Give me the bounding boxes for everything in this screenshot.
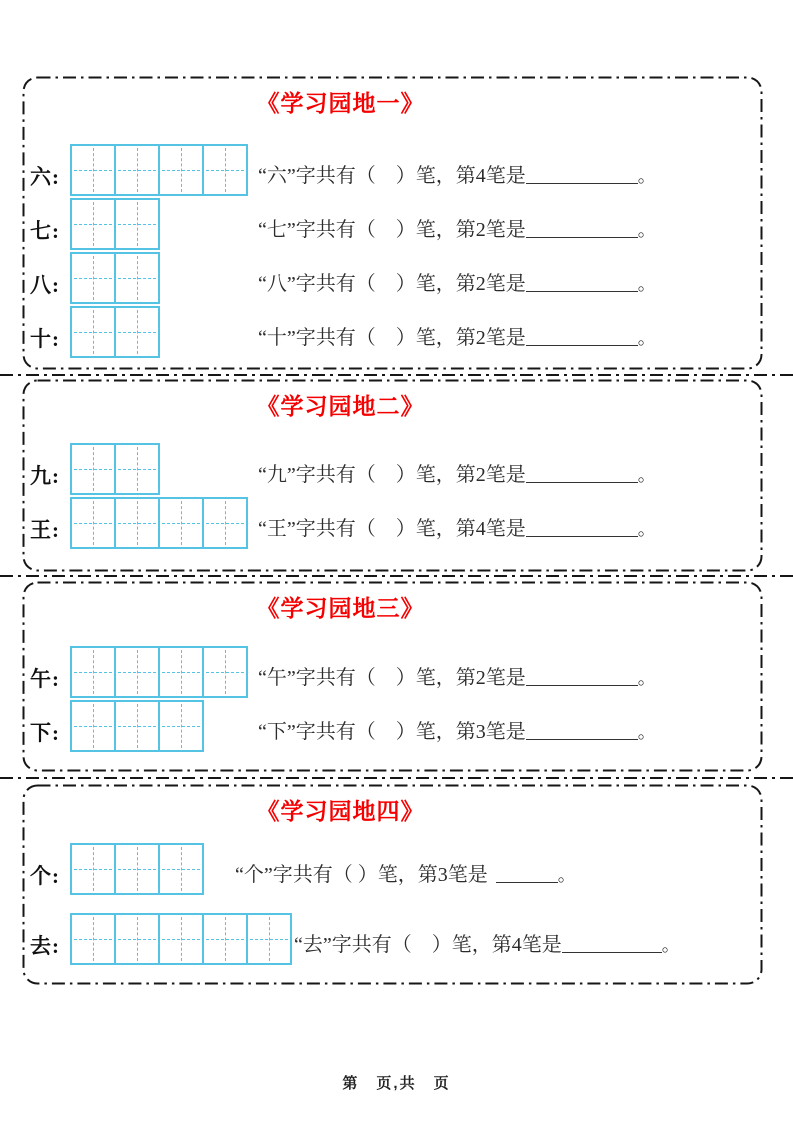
writing-grid xyxy=(70,700,204,752)
question-text xyxy=(258,213,656,242)
answer-blank[interactable] xyxy=(526,669,638,686)
row-character-label: 十: xyxy=(30,327,60,351)
answer-blank[interactable] xyxy=(526,275,638,292)
writing-grid-cell[interactable] xyxy=(114,845,158,893)
practice-row-午 xyxy=(22,646,763,698)
section-divider xyxy=(0,374,793,376)
answer-blank[interactable] xyxy=(526,167,638,184)
writing-grid-cell[interactable] xyxy=(158,648,202,696)
sentence-period: 。 xyxy=(637,166,656,186)
writing-grid-cell[interactable] xyxy=(202,648,246,696)
sentence-period: 。 xyxy=(637,328,656,348)
answer-blank[interactable] xyxy=(526,466,638,483)
question-prompt: “王”字共有（ ）笔，第4笔是 xyxy=(258,518,526,540)
writing-grid-cell[interactable] xyxy=(114,648,158,696)
sentence-period: 。 xyxy=(557,865,576,885)
row-character-label: 个: xyxy=(30,864,60,888)
sentence-period: 。 xyxy=(637,465,656,485)
practice-rows xyxy=(22,843,763,965)
section-divider xyxy=(0,777,793,779)
sentence-period: 。 xyxy=(661,935,680,955)
writing-grid-cell[interactable] xyxy=(202,146,246,194)
section-learning-garden-1 xyxy=(22,76,763,370)
question-text xyxy=(258,159,656,188)
writing-grid-cell[interactable] xyxy=(114,254,158,302)
writing-grid-cell[interactable] xyxy=(114,200,158,248)
practice-rows xyxy=(22,144,763,358)
writing-grid-cell[interactable] xyxy=(72,146,114,194)
page-footer: 第 页,共 页 xyxy=(342,1075,451,1092)
question-prompt: “九”字共有（ ）笔，第2笔是 xyxy=(258,464,526,486)
row-character-label: 去: xyxy=(30,934,60,958)
question-prompt: “个”字共有（ ）笔，第3笔是 xyxy=(235,864,488,886)
question-prompt: “七”字共有（ ）笔，第2笔是 xyxy=(258,219,526,241)
practice-row-十 xyxy=(22,306,763,358)
sentence-period: 。 xyxy=(637,519,656,539)
practice-row-六 xyxy=(22,144,763,196)
writing-grid-cell[interactable] xyxy=(72,445,114,493)
section-learning-garden-2 xyxy=(22,379,763,572)
writing-grid-cell[interactable] xyxy=(158,845,202,893)
writing-grid-cell[interactable] xyxy=(158,915,202,963)
section-learning-garden-3 xyxy=(22,581,763,772)
answer-blank[interactable] xyxy=(526,329,638,346)
writing-grid xyxy=(70,497,248,549)
row-character-label: 七: xyxy=(30,219,60,243)
writing-grid-cell[interactable] xyxy=(72,308,114,356)
writing-grid-cell[interactable] xyxy=(72,915,114,963)
writing-grid xyxy=(70,443,160,495)
row-character-label: 八: xyxy=(30,273,60,297)
question-text xyxy=(258,267,656,296)
question-text xyxy=(235,858,576,887)
answer-blank[interactable] xyxy=(496,866,558,883)
row-character-label: 王: xyxy=(30,518,60,542)
row-character-label: 六: xyxy=(30,165,60,189)
writing-grid xyxy=(70,646,248,698)
section-title: 《学习园地四》 xyxy=(256,799,425,824)
answer-blank[interactable] xyxy=(526,221,638,238)
writing-grid-cell[interactable] xyxy=(72,845,114,893)
section-title: 《学习园地一》 xyxy=(256,91,425,116)
section-divider xyxy=(0,575,793,577)
writing-grid xyxy=(70,913,292,965)
answer-blank[interactable] xyxy=(562,936,662,953)
writing-grid xyxy=(70,252,160,304)
writing-grid-cell[interactable] xyxy=(158,702,202,750)
writing-grid-cell[interactable] xyxy=(72,702,114,750)
practice-row-个 xyxy=(22,843,763,895)
writing-grid-cell[interactable] xyxy=(72,200,114,248)
sentence-period: 。 xyxy=(637,274,656,294)
writing-grid-cell[interactable] xyxy=(114,146,158,194)
writing-grid-cell[interactable] xyxy=(114,308,158,356)
writing-grid-cell[interactable] xyxy=(72,254,114,302)
writing-grid-cell[interactable] xyxy=(72,648,114,696)
question-prompt: “午”字共有（ ）笔，第2笔是 xyxy=(258,667,526,689)
question-prompt: “去”字共有（ ）笔，第4笔是 xyxy=(294,934,562,956)
writing-grid xyxy=(70,198,160,250)
writing-grid xyxy=(70,843,204,895)
writing-grid-cell[interactable] xyxy=(202,499,246,547)
row-character-label: 九: xyxy=(30,464,60,488)
writing-grid-cell[interactable] xyxy=(114,915,158,963)
question-prompt: “八”字共有（ ）笔，第2笔是 xyxy=(258,273,526,295)
question-text xyxy=(258,661,656,690)
practice-row-八 xyxy=(22,252,763,304)
sentence-period: 。 xyxy=(637,220,656,240)
answer-blank[interactable] xyxy=(526,723,638,740)
writing-grid xyxy=(70,306,160,358)
answer-blank[interactable] xyxy=(526,520,638,537)
sentence-period: 。 xyxy=(637,668,656,688)
section-learning-garden-4 xyxy=(22,784,763,985)
sentence-period: 。 xyxy=(637,722,656,742)
question-prompt: “十”字共有（ ）笔，第2笔是 xyxy=(258,327,526,349)
practice-row-七 xyxy=(22,198,763,250)
practice-row-下 xyxy=(22,700,763,752)
practice-row-九 xyxy=(22,443,763,495)
question-prompt: “下”字共有（ ）笔，第3笔是 xyxy=(258,721,526,743)
question-text xyxy=(294,928,680,957)
practice-row-王 xyxy=(22,497,763,549)
question-text xyxy=(258,715,656,744)
practice-rows xyxy=(22,443,763,549)
row-character-label: 午: xyxy=(30,667,60,691)
writing-grid-cell[interactable] xyxy=(158,499,202,547)
question-text xyxy=(258,458,656,487)
question-text xyxy=(258,321,656,350)
section-title: 《学习园地三》 xyxy=(256,596,425,621)
writing-grid xyxy=(70,144,248,196)
writing-grid-cell[interactable] xyxy=(158,146,202,194)
question-prompt: “六”字共有（ ）笔，第4笔是 xyxy=(258,165,526,187)
writing-grid-cell[interactable] xyxy=(114,702,158,750)
writing-grid-cell[interactable] xyxy=(72,499,114,547)
writing-grid-cell[interactable] xyxy=(114,445,158,493)
row-character-label: 下: xyxy=(30,721,60,745)
question-text xyxy=(258,512,656,541)
practice-rows xyxy=(22,646,763,752)
practice-row-去 xyxy=(22,913,763,965)
writing-grid-cell[interactable] xyxy=(114,499,158,547)
writing-grid-cell[interactable] xyxy=(202,915,246,963)
section-title: 《学习园地二》 xyxy=(256,394,425,419)
writing-grid-cell[interactable] xyxy=(246,915,290,963)
